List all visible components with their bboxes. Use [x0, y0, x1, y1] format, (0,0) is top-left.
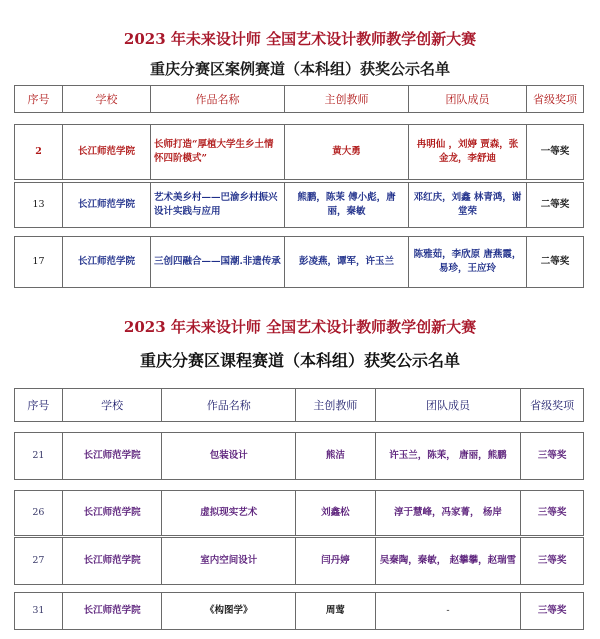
cell-award: 三等奖	[537, 605, 567, 616]
header-team: 团队成员	[409, 86, 527, 112]
header-lead: 主创教师	[296, 389, 376, 421]
cell-award: 三等奖	[537, 507, 567, 518]
cell-no: 2	[15, 125, 63, 179]
cell-work: 艺术美乡村——巴渝乡村振兴设计实践与应用	[151, 183, 285, 227]
cell-team: 淳于慧峰，冯家菁， 杨岸	[376, 491, 521, 535]
cell-school: 长江师范学院	[63, 538, 163, 584]
section2-table-header	[14, 388, 584, 422]
cell-no: 31	[15, 593, 63, 629]
cell-school: 长江师范学院	[63, 433, 163, 479]
table-row	[14, 236, 584, 288]
cell-work: 《构图学》	[162, 593, 296, 629]
header-award: 省级奖项	[533, 93, 577, 106]
cell-team: 吴秦陶，秦敏， 赵攀攀，赵瑞雪	[376, 538, 521, 584]
cell-school: 长江师范学院	[63, 125, 151, 179]
header-work: 作品名称	[162, 389, 296, 421]
cell-award: 三等奖	[537, 450, 567, 461]
cell-lead: 熊鹏，陈茉 傅小彪，唐丽，秦敏	[285, 183, 409, 227]
section1-title-line1: 2023 年未来设计师 全国艺术设计教师教学创新大赛	[123, 30, 477, 48]
header-lead: 主创教师	[285, 86, 409, 112]
header-no: 序号	[15, 86, 63, 112]
table-row	[14, 432, 584, 480]
table-row	[14, 490, 584, 536]
header-no: 序号	[15, 389, 63, 421]
cell-work: 三创四融合——国潮.非遗传承	[151, 237, 285, 287]
section2-title-line2: 重庆分赛区课程赛道（本科组）获奖公示名单	[139, 351, 460, 370]
cell-lead: 彭凌燕，谭军，许玉兰	[285, 237, 409, 287]
cell-team: 邓红庆，刘鑫 林青鸿，谢堂荣	[409, 183, 527, 227]
cell-no: 27	[15, 538, 63, 584]
header-work: 作品名称	[151, 86, 285, 112]
section1-title-line2: 重庆分赛区案例赛道（本科组）获奖公示名单	[149, 60, 450, 78]
cell-award: 一等奖	[540, 146, 570, 157]
cell-team: 许玉兰，陈茉， 唐丽，熊鹏	[376, 433, 521, 479]
section2-title-line1: 2023 年未来设计师 全国艺术设计教师教学创新大赛	[123, 318, 477, 336]
table-row	[14, 592, 584, 630]
cell-no: 17	[15, 237, 63, 287]
header-school: 学校	[63, 389, 163, 421]
cell-school: 长江师范学院	[63, 593, 163, 629]
cell-school: 长江师范学院	[63, 183, 151, 227]
cell-no: 21	[15, 433, 63, 479]
cell-work: 虚拟现实艺术	[162, 491, 296, 535]
cell-award: 三等奖	[537, 555, 567, 566]
header-award: 省级奖项	[530, 399, 575, 412]
table-row	[14, 537, 584, 585]
cell-lead: 闫丹婷	[296, 538, 376, 584]
cell-lead: 黄大勇	[285, 125, 409, 179]
table-row	[14, 182, 584, 228]
cell-team: 陈雅茹，李欣原 唐燕霞，易珍，王应玲	[409, 237, 527, 287]
cell-lead: 熊洁	[296, 433, 376, 479]
cell-no: 26	[15, 491, 63, 535]
header-team: 团队成员	[376, 389, 521, 421]
cell-work: 长师打造“厚植大学生乡土情怀四阶模式”	[151, 125, 285, 179]
cell-award: 二等奖	[540, 256, 570, 267]
cell-work: 室内空间设计	[162, 538, 296, 584]
cell-team: 冉明仙 ，刘婷 贾森，张金龙，李舒迪	[409, 125, 527, 179]
cell-team: -	[376, 593, 521, 629]
cell-no: 13	[15, 183, 63, 227]
cell-lead: 周莺	[296, 593, 376, 629]
table-row	[14, 124, 584, 180]
cell-school: 长江师范学院	[63, 491, 163, 535]
cell-work: 包装设计	[162, 433, 296, 479]
cell-award: 二等奖	[540, 199, 570, 210]
header-school: 学校	[63, 86, 151, 112]
cell-school: 长江师范学院	[63, 237, 151, 287]
cell-lead: 刘鑫松	[296, 491, 376, 535]
section1-table-header	[14, 85, 584, 113]
